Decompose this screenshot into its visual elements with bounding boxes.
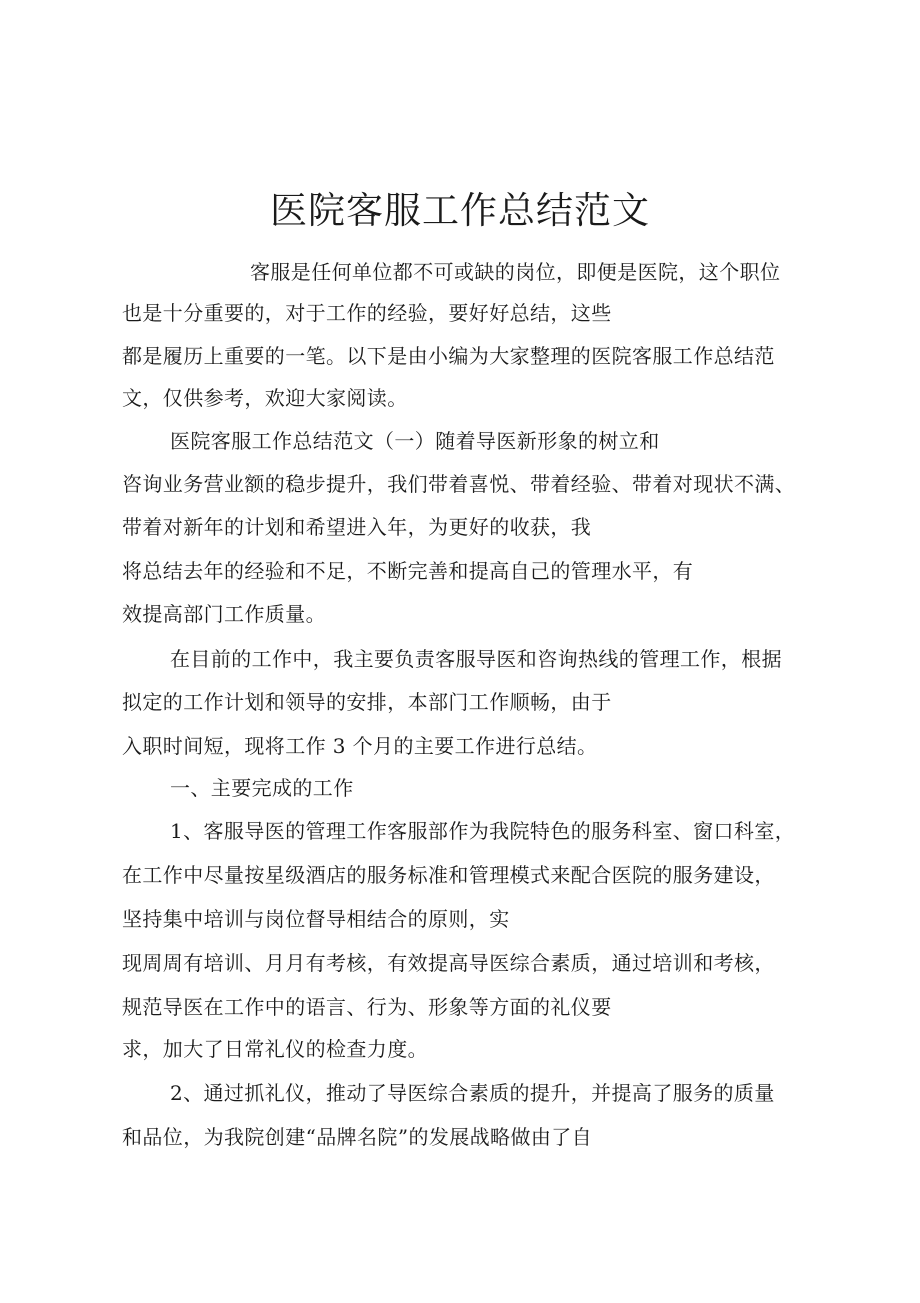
paragraph-line: 和品位，为我院创建“品牌名院”的发展战略做由了自 [122,1125,593,1149]
paragraph-line: 客服是任何单位都不可或缺的岗位，即便是医院，这个职位 [250,260,781,284]
paragraph-line: 在目前的工作中，我主要负责客服导医和咨询热线的管理工作，根据 [170,647,782,671]
paragraph-line: 将总结去年的经验和不足，不断完善和提高自己的管理水平，有 [122,559,694,583]
paragraph-line: 坚持集中培训与岗位督导相结合的原则，实 [122,907,510,931]
paragraph-line: 在工作中尽量按星级酒店的服务标准和管理模式来配合医院的服务建设， [122,863,775,887]
paragraph-line: 拟定的工作计划和领导的安排，本部门工作顺畅，由于 [122,690,612,714]
paragraph-line: 1、客服导医的管理工作客服部作为我院特色的服务科室、窗口科室， [170,819,796,843]
paragraph-line: 入职时间短，现将工作 3 个月的主要工作进行总结。 [122,734,598,758]
paragraph-line: 带着对新年的计划和希望进入年，为更好的收获，我 [122,515,592,539]
section-heading: 一、主要完成的工作 [170,776,354,800]
paragraph-line: 医院客服工作总结范文（一）随着导医新形象的树立和 [170,429,660,453]
paragraph-line: 求，加大了日常礼仪的检查力度。 [122,1037,428,1061]
paragraph-line: 现周周有培训、月月有考核，有效提高导医综合素质，通过培训和考核， [122,951,775,975]
document-title: 医院客服工作总结范文 [270,189,650,232]
paragraph-line: 咨询业务营业额的稳步提升，我们带着喜悦、带着经验、带着对现状不满、 [122,472,796,496]
paragraph-line: 规范导医在工作中的语言、行为、形象等方面的礼仪要 [122,995,612,1019]
paragraph-line: 效提高部门工作质量。 [122,602,326,626]
paragraph-line: 2、通过抓礼仪，推动了导医综合素质的提升，并提高了服务的质量 [170,1081,775,1105]
paragraph-line: 都是履历上重要的一笔。以下是由小编为大家整理的医院客服工作总结范 [122,344,775,368]
paragraph-line: 文，仅供参考，欢迎大家阅读。 [122,386,408,410]
paragraph-line: 也是十分重要的，对于工作的经验，要好好总结，这些 [122,301,612,325]
